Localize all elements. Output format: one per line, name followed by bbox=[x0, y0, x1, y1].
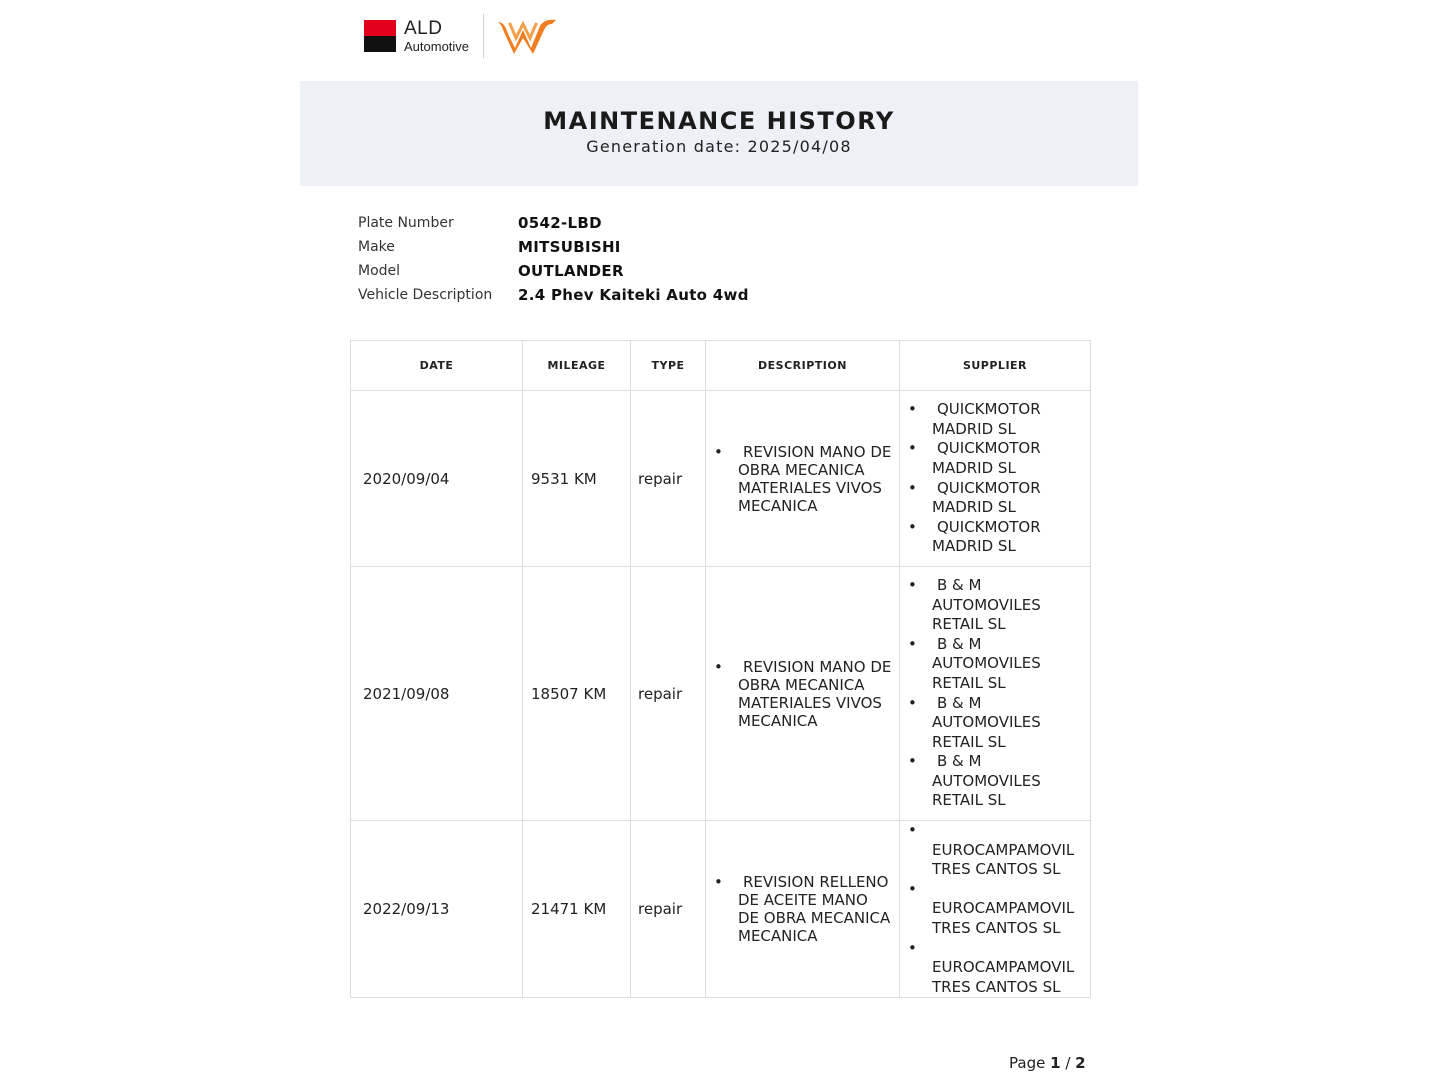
vehicle-description-value: 2.4 Phev Kaiteki Auto 4wd bbox=[518, 286, 749, 304]
supplier-item: • EUROCAMPAMOVIL TRES CANTOS SL bbox=[908, 821, 1075, 879]
row-supplier-cell bbox=[900, 821, 1091, 998]
header-type: TYPE bbox=[631, 341, 706, 391]
page-total: 2 bbox=[1075, 1054, 1086, 1072]
ald-logo-icon bbox=[364, 20, 396, 52]
row-date: 2021/09/08 bbox=[351, 567, 523, 821]
supplier-item: • QUICKMOTOR MADRID SL bbox=[908, 517, 1041, 556]
supplier-item: • EUROCAMPAMOVIL TRES CANTOS SL bbox=[908, 938, 1075, 996]
row-supplier-cell bbox=[900, 567, 1091, 821]
supplier-item: • B & M AUTOMOVILES RETAIL SL bbox=[908, 634, 1041, 692]
maintenance-table bbox=[350, 340, 1091, 998]
title-banner bbox=[300, 81, 1138, 186]
header-mileage: MILEAGE bbox=[523, 341, 631, 391]
ald-logo-text: ALD Automotive bbox=[404, 18, 470, 54]
table-row bbox=[351, 821, 1091, 998]
row-mileage: 18507 KM bbox=[523, 567, 631, 821]
header-date: DATE bbox=[351, 341, 523, 391]
row-description-cell: • REVISION RELLENO DE ACEITE MANO DE OBRA MECANICA MECANICA bbox=[706, 821, 900, 998]
row-date: 2020/09/04 bbox=[351, 391, 523, 567]
row-type: repair bbox=[631, 567, 706, 821]
supplier-item: • B & M AUTOMOVILES RETAIL SL bbox=[908, 693, 1041, 751]
row-type: repair bbox=[631, 821, 706, 998]
model-label: Model bbox=[358, 263, 401, 279]
info-row-model bbox=[358, 259, 749, 283]
row-description-cell: • REVISION MANO DE OBRA MECANICA MATERIALES VIVOS MECANICA bbox=[706, 567, 900, 821]
header-description: DESCRIPTION bbox=[706, 341, 900, 391]
row-description: REVISION MANO DE OBRA MECANICA MATERIALES VIVOS MECANICA bbox=[738, 442, 892, 515]
table-row bbox=[351, 567, 1091, 821]
vehicle-description-label: Vehicle Description bbox=[358, 287, 493, 303]
logo-divider bbox=[483, 14, 484, 58]
supplier-item: • B & M AUTOMOVILES RETAIL SL bbox=[908, 752, 1041, 810]
table-row bbox=[351, 391, 1091, 567]
row-mileage: 9531 KM bbox=[523, 391, 631, 567]
vehicle-info bbox=[358, 211, 749, 307]
row-description: REVISION RELLENO DE ACEITE MANO DE OBRA MECANICA MECANICA bbox=[738, 873, 891, 946]
plate-label: Plate Number bbox=[358, 215, 454, 231]
info-row-make bbox=[358, 235, 749, 259]
plate-value: 0542-LBD bbox=[518, 214, 602, 232]
supplier-item: • EUROCAMPAMOVIL TRES CANTOS SL bbox=[908, 879, 1075, 937]
info-row-description bbox=[358, 283, 749, 307]
page-title: MAINTENANCE HISTORY bbox=[543, 107, 895, 135]
table-header-row bbox=[351, 341, 1091, 391]
row-description-cell: • REVISION MANO DE OBRA MECANICA MATERIALES VIVOS MECANICA bbox=[706, 391, 900, 567]
supplier-item: • QUICKMOTOR MADRID SL bbox=[908, 439, 1041, 477]
row-supplier-cell bbox=[900, 391, 1091, 567]
row-type: repair bbox=[631, 391, 706, 567]
logo-bar bbox=[364, 12, 558, 60]
supplier-item: • QUICKMOTOR MADRID SL bbox=[908, 478, 1041, 517]
page-indicator: Page 1 / 2 bbox=[1009, 1054, 1086, 1072]
info-row-plate bbox=[358, 211, 749, 235]
header-supplier: SUPPLIER bbox=[900, 341, 1091, 391]
supplier-item: • B & M AUTOMOVILES RETAIL SL bbox=[908, 575, 1041, 634]
make-value: MITSUBISHI bbox=[518, 238, 621, 256]
generation-date: Generation date: 2025/04/08 bbox=[586, 137, 852, 156]
row-date: 2022/09/13 bbox=[351, 821, 523, 998]
partner-logo-icon bbox=[496, 16, 558, 56]
make-label: Make bbox=[358, 239, 395, 255]
model-value: OUTLANDER bbox=[518, 262, 624, 280]
supplier-item: • QUICKMOTOR MADRID SL bbox=[908, 400, 1041, 438]
row-mileage: 21471 KM bbox=[523, 821, 631, 998]
page-current: 1 bbox=[1050, 1054, 1061, 1072]
row-description: REVISION MANO DE OBRA MECANICA MATERIALES VIVOS MECANICA bbox=[738, 657, 892, 730]
